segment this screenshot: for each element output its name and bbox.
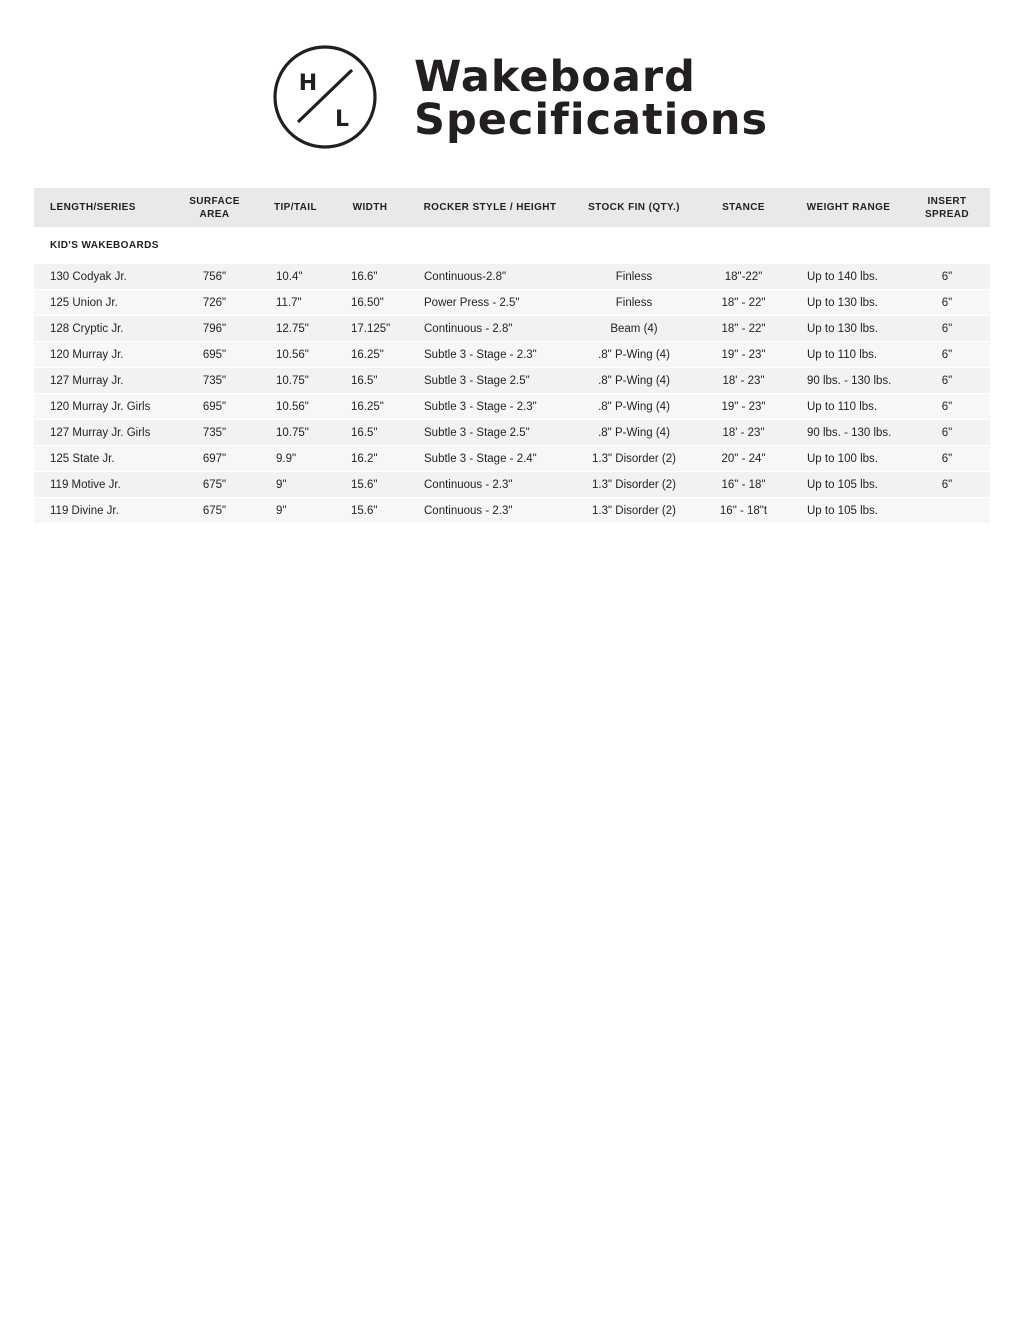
cell-surface-area: 756" <box>172 264 257 290</box>
cell-weight-range: Up to 140 lbs. <box>793 264 904 290</box>
hl-logo-icon <box>272 44 378 150</box>
section-title: KID'S WAKEBOARDS <box>34 227 990 264</box>
table-body <box>34 227 990 524</box>
table-row <box>34 290 990 316</box>
cell-stock-fin: .8" P-Wing (4) <box>574 420 694 446</box>
cell-weight-range: Up to 110 lbs. <box>793 394 904 420</box>
cell-weight-range: Up to 100 lbs. <box>793 446 904 472</box>
cell-stock-fin: Finless <box>574 290 694 316</box>
cell-length-series: 127 Murray Jr. <box>34 368 172 394</box>
cell-surface-area: 695" <box>172 394 257 420</box>
cell-surface-area: 675" <box>172 472 257 498</box>
page-title <box>414 52 769 145</box>
cell-stock-fin: 1.3" Disorder (2) <box>574 472 694 498</box>
cell-rocker: Continuous - 2.3" <box>406 472 574 498</box>
cell-insert-spread: 6" <box>904 446 990 472</box>
cell-stance: 18' - 23" <box>694 420 793 446</box>
page-title-line-1: Wakeboard <box>414 52 696 102</box>
cell-rocker: Subtle 3 - Stage 2.5" <box>406 368 574 394</box>
cell-length-series: 120 Murray Jr. <box>34 342 172 368</box>
cell-length-series: 128 Cryptic Jr. <box>34 316 172 342</box>
header-insert-spread-label: INSERT SPREAD <box>924 195 970 220</box>
cell-surface-area: 675" <box>172 498 257 524</box>
cell-tip-tail: 9.9" <box>257 446 334 472</box>
cell-stance: 18' - 23" <box>694 368 793 394</box>
cell-width: 16.25" <box>334 342 406 368</box>
table-row <box>34 342 990 368</box>
header-surface-area <box>172 188 257 227</box>
cell-rocker: Subtle 3 - Stage 2.5" <box>406 420 574 446</box>
cell-width: 16.6" <box>334 264 406 290</box>
cell-insert-spread: 6" <box>904 342 990 368</box>
cell-weight-range: Up to 105 lbs. <box>793 472 904 498</box>
header-stance: STANCE <box>694 188 793 227</box>
page-header <box>272 44 769 154</box>
cell-stance: 18" - 22" <box>694 290 793 316</box>
cell-stock-fin: 1.3" Disorder (2) <box>574 498 694 524</box>
cell-rocker: Subtle 3 - Stage - 2.3" <box>406 342 574 368</box>
cell-stance: 20" - 24" <box>694 446 793 472</box>
cell-insert-spread: 6" <box>904 420 990 446</box>
cell-length-series: 127 Murray Jr. Girls <box>34 420 172 446</box>
cell-tip-tail: 12.75" <box>257 316 334 342</box>
cell-rocker: Continuous - 2.3" <box>406 498 574 524</box>
header-insert-spread <box>904 188 990 227</box>
cell-stance: 19" - 23" <box>694 394 793 420</box>
cell-tip-tail: 10.75" <box>257 368 334 394</box>
cell-insert-spread: 6" <box>904 472 990 498</box>
cell-stock-fin: .8" P-Wing (4) <box>574 394 694 420</box>
table-row <box>34 498 990 524</box>
table-row <box>34 316 990 342</box>
cell-tip-tail: 9" <box>257 472 334 498</box>
cell-insert-spread: 6" <box>904 368 990 394</box>
cell-tip-tail: 10.4" <box>257 264 334 290</box>
cell-rocker: Subtle 3 - Stage - 2.4" <box>406 446 574 472</box>
cell-surface-area: 735" <box>172 368 257 394</box>
cell-tip-tail: 9" <box>257 498 334 524</box>
table-row <box>34 264 990 290</box>
cell-insert-spread <box>904 498 990 524</box>
cell-weight-range: Up to 105 lbs. <box>793 498 904 524</box>
cell-length-series: 130 Codyak Jr. <box>34 264 172 290</box>
header-surface-area-label: SURFACE AREA <box>189 195 240 220</box>
cell-weight-range: Up to 130 lbs. <box>793 290 904 316</box>
cell-rocker: Continuous - 2.8" <box>406 316 574 342</box>
cell-stance: 19" - 23" <box>694 342 793 368</box>
cell-rocker: Subtle 3 - Stage - 2.3" <box>406 394 574 420</box>
table-header <box>34 188 990 227</box>
cell-length-series: 119 Divine Jr. <box>34 498 172 524</box>
cell-rocker: Power Press - 2.5" <box>406 290 574 316</box>
cell-rocker: Continuous-2.8" <box>406 264 574 290</box>
cell-insert-spread: 6" <box>904 290 990 316</box>
cell-surface-area: 796" <box>172 316 257 342</box>
cell-stance: 18"-22" <box>694 264 793 290</box>
table-row <box>34 472 990 498</box>
cell-surface-area: 726" <box>172 290 257 316</box>
table-row <box>34 394 990 420</box>
cell-width: 16.2" <box>334 446 406 472</box>
cell-surface-area: 697" <box>172 446 257 472</box>
header-weight-range: WEIGHT RANGE <box>793 188 904 227</box>
cell-width: 16.5" <box>334 368 406 394</box>
cell-weight-range: Up to 110 lbs. <box>793 342 904 368</box>
cell-stance: 16" - 18"t <box>694 498 793 524</box>
cell-stock-fin: .8" P-Wing (4) <box>574 342 694 368</box>
cell-tip-tail: 11.7" <box>257 290 334 316</box>
cell-stock-fin: 1.3" Disorder (2) <box>574 446 694 472</box>
cell-weight-range: 90 lbs. - 130 lbs. <box>793 420 904 446</box>
cell-width: 16.5" <box>334 420 406 446</box>
table-row <box>34 368 990 394</box>
cell-stock-fin: Beam (4) <box>574 316 694 342</box>
cell-weight-range: Up to 130 lbs. <box>793 316 904 342</box>
cell-insert-spread: 6" <box>904 394 990 420</box>
cell-width: 15.6" <box>334 498 406 524</box>
cell-insert-spread: 6" <box>904 316 990 342</box>
cell-tip-tail: 10.56" <box>257 342 334 368</box>
cell-length-series: 125 Union Jr. <box>34 290 172 316</box>
cell-width: 15.6" <box>334 472 406 498</box>
table-row <box>34 420 990 446</box>
cell-insert-spread: 6" <box>904 264 990 290</box>
cell-surface-area: 735" <box>172 420 257 446</box>
cell-tip-tail: 10.75" <box>257 420 334 446</box>
page-title-line-2: Specifications <box>414 95 769 145</box>
header-stock-fin: STOCK FIN (QTY.) <box>574 188 694 227</box>
spec-table <box>34 188 990 524</box>
cell-length-series: 119 Motive Jr. <box>34 472 172 498</box>
cell-width: 16.50" <box>334 290 406 316</box>
cell-stock-fin: .8" P-Wing (4) <box>574 368 694 394</box>
header-width: WIDTH <box>334 188 406 227</box>
cell-length-series: 125 State Jr. <box>34 446 172 472</box>
section-row <box>34 227 990 264</box>
cell-stance: 18" - 22" <box>694 316 793 342</box>
header-length-series: LENGTH/SERIES <box>34 188 172 227</box>
header-tip-tail: TIP/TAIL <box>257 188 334 227</box>
cell-length-series: 120 Murray Jr. Girls <box>34 394 172 420</box>
header-rocker: ROCKER STYLE / HEIGHT <box>406 188 574 227</box>
logo-letter-h: H <box>298 71 318 96</box>
table-row <box>34 446 990 472</box>
cell-width: 17.125" <box>334 316 406 342</box>
logo-letter-l: L <box>334 107 350 132</box>
hl-logo <box>272 44 378 150</box>
cell-stance: 16" - 18" <box>694 472 793 498</box>
cell-width: 16.25" <box>334 394 406 420</box>
cell-tip-tail: 10.56" <box>257 394 334 420</box>
cell-stock-fin: Finless <box>574 264 694 290</box>
cell-weight-range: 90 lbs. - 130 lbs. <box>793 368 904 394</box>
cell-surface-area: 695" <box>172 342 257 368</box>
header-row <box>34 188 990 227</box>
